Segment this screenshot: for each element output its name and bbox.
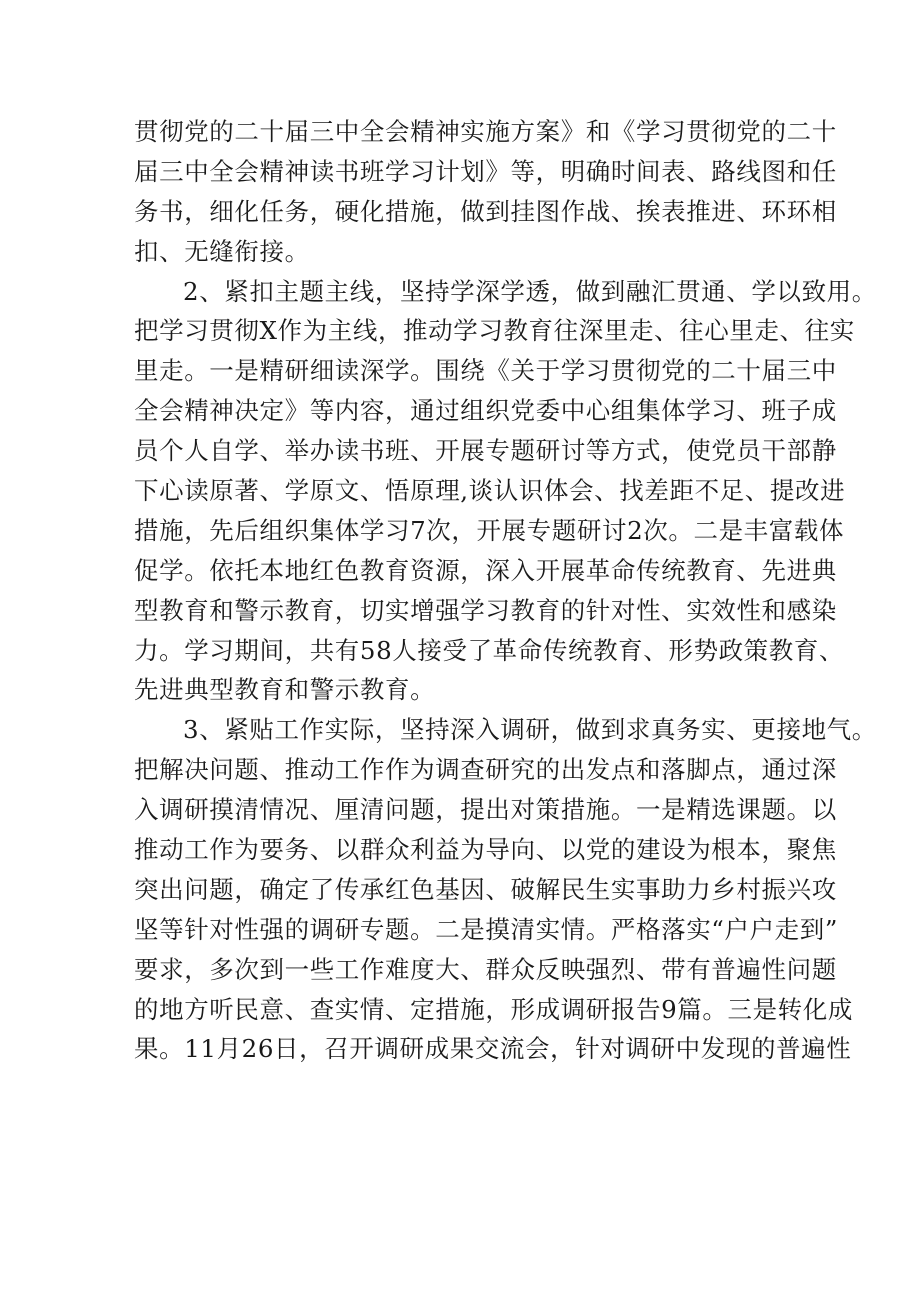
paragraph-2-line-3: 里走。一是精研细读深学。围绕《关于学习贯彻党的二十届三中 bbox=[134, 356, 837, 386]
paragraph-3-line-2: 把解决问题、推动工作作为调查研究的出发点和落脚点，通过深 bbox=[134, 755, 837, 785]
paragraph-2-line-1: 2、紧扣主题主线，坚持学深学透，做到融汇贯通、学以致用。 bbox=[183, 276, 877, 306]
paragraph-3-line-5: 突出问题，确定了传承红色基因、破解民生实事助力乡村振兴攻 bbox=[134, 874, 837, 904]
paragraph-2-line-11: 先进典型教育和警示教育。 bbox=[134, 675, 436, 705]
paragraph-2-line-4: 全会精神决定》等内容，通过组织党委中心组集体学习、班子成 bbox=[134, 396, 837, 426]
paragraph-2-line-9: 型教育和警示教育，切实增强学习教育的针对性、实效性和感染 bbox=[134, 595, 837, 625]
paragraph-1-line-1: 贯彻党的二十届三中全会精神实施方案》和《学习贯彻党的二十 bbox=[134, 117, 837, 146]
paragraph-2-line-2: 把学习贯彻X作为主线，推动学习教育往深里走、往心里走、往实 bbox=[134, 316, 855, 346]
paragraph-3-line-3: 入调研摸清情况、厘清问题，提出对策措施。一是精选课题。以 bbox=[134, 795, 837, 825]
paragraph-2-line-10: 力。学习期间，共有58人接受了革命传统教育、形势政策教育、 bbox=[134, 635, 845, 665]
paragraph-3-line-6: 坚等针对性强的调研专题。二是摸清实情。严格落实“户户走到” bbox=[134, 914, 838, 944]
paragraph-1-line-3: 务书，细化任务，硬化措施，做到挂图作战、挨表推进、环环相 bbox=[134, 196, 837, 226]
paragraph-3-line-7: 要求，多次到一些工作难度大、群众反映强烈、带有普遍性问题 bbox=[134, 954, 837, 984]
paragraph-3-line-4: 推动工作为要务、以群众利益为导向、以党的建设为根本，聚焦 bbox=[134, 835, 837, 865]
paragraph-3-line-1: 3、紧贴工作实际，坚持深入调研，做到求真务实、更接地气。 bbox=[183, 715, 877, 745]
paragraph-2-line-8: 促学。依托本地红色教育资源，深入开展革命传统教育、先进典 bbox=[134, 555, 837, 585]
paragraph-2-line-5: 员个人自学、举办读书班、开展专题研讨等方式，使党员干部静 bbox=[134, 436, 837, 466]
paragraph-1-line-4: 扣、无缝衔接。 bbox=[134, 236, 310, 266]
paragraph-2-line-7: 措施，先后组织集体学习7次，开展专题研讨2次。二是丰富载体 bbox=[134, 515, 845, 545]
paragraph-1-line-2: 届三中全会精神读书班学习计划》等，明确时间表、路线图和任 bbox=[134, 156, 837, 186]
paragraph-3-line-8: 的地方听民意、查实情、定措施，形成调研报告9篇。三是转化成 bbox=[134, 994, 853, 1024]
document-body bbox=[134, 112, 877, 1069]
paragraph-2-line-6: 下心读原著、学原文、悟原理,谈认识体会、找差距不足、提改进 bbox=[134, 476, 846, 506]
paragraph-3-line-9: 果。11月26日，召开调研成果交流会，针对调研中发现的普遍性 bbox=[134, 1034, 852, 1064]
